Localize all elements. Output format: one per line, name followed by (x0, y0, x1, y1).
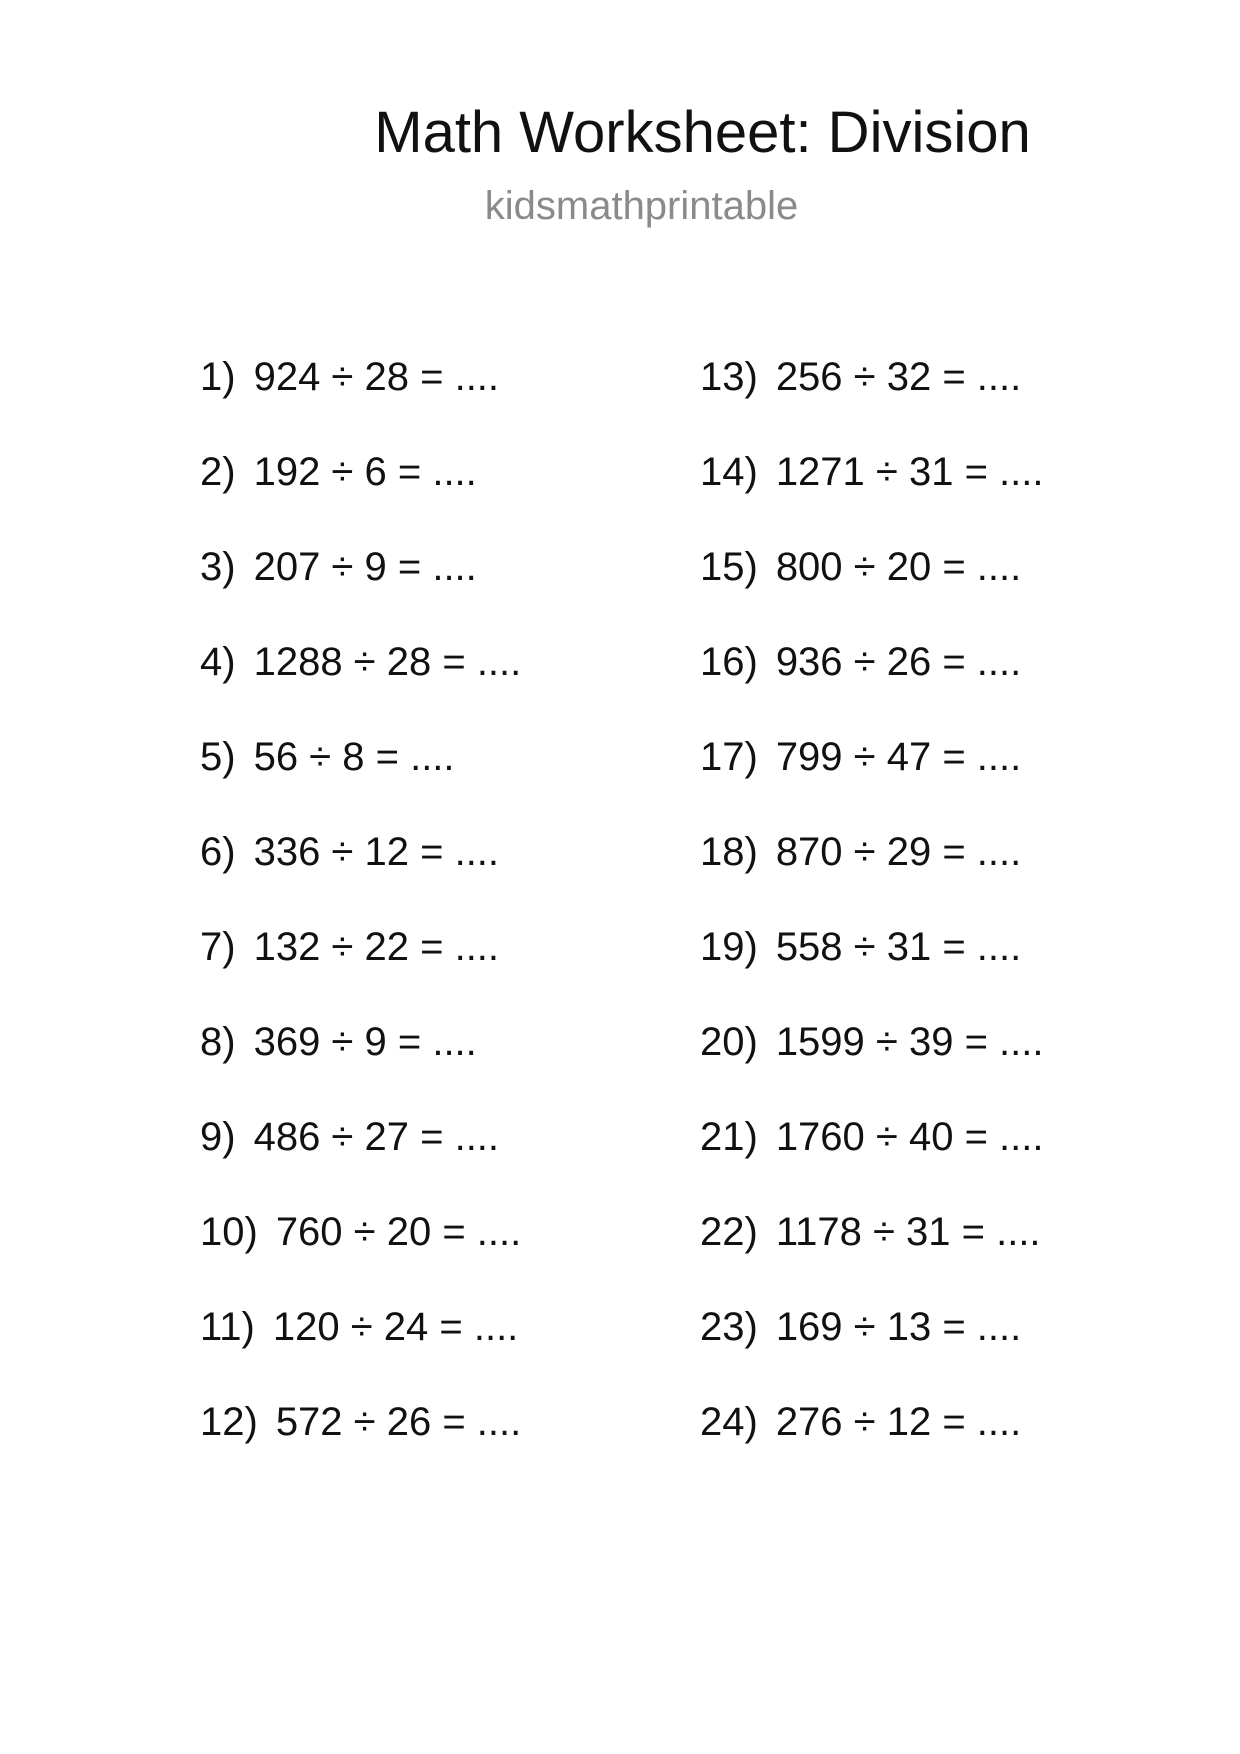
problem-item (700, 537, 1044, 632)
problem-item (700, 1297, 1044, 1392)
problem-number: 1) (200, 355, 236, 399)
problem-number: 20) (700, 1020, 758, 1064)
problem-number: 4) (200, 640, 236, 684)
worksheet-subtitle: kidsmathprintable (484, 184, 799, 228)
problem-number: 10) (200, 1210, 258, 1254)
problem-expression: 572 ÷ 26 = .... (275, 1400, 522, 1444)
problem-expression: 870 ÷ 29 = .... (775, 830, 1022, 874)
problem-expression: 169 ÷ 13 = .... (775, 1305, 1022, 1349)
problem-item (200, 347, 521, 442)
problem-item (700, 822, 1044, 917)
problem-expression: 558 ÷ 31 = .... (775, 925, 1022, 969)
problem-number: 22) (700, 1210, 758, 1254)
problem-expression: 1599 ÷ 39 = .... (775, 1020, 1044, 1064)
problem-item (700, 1392, 1044, 1487)
problem-expression: 132 ÷ 22 = .... (253, 925, 500, 969)
problem-expression: 924 ÷ 28 = .... (253, 355, 500, 399)
problem-expression: 1288 ÷ 28 = .... (253, 640, 522, 684)
problem-expression: 369 ÷ 9 = .... (253, 1020, 477, 1064)
problem-number: 2) (200, 450, 236, 494)
problem-item (200, 1202, 521, 1297)
problem-expression: 56 ÷ 8 = .... (253, 735, 455, 779)
problem-number: 15) (700, 545, 758, 589)
problem-column-right (700, 347, 1044, 1487)
problem-number: 14) (700, 450, 758, 494)
problem-item (700, 917, 1044, 1012)
problem-expression: 799 ÷ 47 = .... (775, 735, 1022, 779)
problem-item (200, 1012, 521, 1107)
problem-number: 24) (700, 1400, 758, 1444)
problem-number: 17) (700, 735, 758, 779)
problem-number: 11) (200, 1305, 255, 1349)
problem-number: 3) (200, 545, 236, 589)
problem-column-left (200, 347, 521, 1487)
problem-expression: 192 ÷ 6 = .... (253, 450, 477, 494)
problem-expression: 276 ÷ 12 = .... (775, 1400, 1022, 1444)
problem-expression: 936 ÷ 26 = .... (775, 640, 1022, 684)
problem-number: 19) (700, 925, 758, 969)
problem-item (700, 1012, 1044, 1107)
problem-expression: 1178 ÷ 31 = .... (775, 1210, 1041, 1254)
problem-expression: 1760 ÷ 40 = .... (775, 1115, 1044, 1159)
problem-expression: 336 ÷ 12 = .... (253, 830, 500, 874)
problem-expression: 120 ÷ 24 = .... (272, 1305, 519, 1349)
problem-number: 5) (200, 735, 236, 779)
problem-item (700, 1107, 1044, 1202)
problem-item (200, 442, 521, 537)
problem-expression: 1271 ÷ 31 = .... (775, 450, 1044, 494)
problem-number: 7) (200, 925, 236, 969)
problem-item (200, 1297, 521, 1392)
problem-item (200, 1392, 521, 1487)
worksheet-title: Math Worksheet: Division (374, 100, 1031, 165)
problem-item (200, 727, 521, 822)
problem-number: 6) (200, 830, 236, 874)
problem-number: 16) (700, 640, 758, 684)
problem-number: 13) (700, 355, 758, 399)
problem-item (700, 1202, 1044, 1297)
problem-number: 9) (200, 1115, 236, 1159)
problem-item (700, 347, 1044, 442)
problem-item (200, 1107, 521, 1202)
problem-item (200, 822, 521, 917)
problem-expression: 256 ÷ 32 = .... (775, 355, 1022, 399)
problem-item (700, 632, 1044, 727)
problem-number: 12) (200, 1400, 258, 1444)
problem-item (200, 917, 521, 1012)
problem-expression: 760 ÷ 20 = .... (275, 1210, 522, 1254)
problem-item (200, 632, 521, 727)
problem-item (700, 442, 1044, 537)
problem-expression: 486 ÷ 27 = .... (253, 1115, 500, 1159)
problem-expression: 207 ÷ 9 = .... (253, 545, 477, 589)
problem-number: 8) (200, 1020, 236, 1064)
problem-expression: 800 ÷ 20 = .... (775, 545, 1022, 589)
problem-number: 18) (700, 830, 758, 874)
problem-item (200, 537, 521, 632)
problem-number: 21) (700, 1115, 758, 1159)
problem-number: 23) (700, 1305, 758, 1349)
problem-item (700, 727, 1044, 822)
